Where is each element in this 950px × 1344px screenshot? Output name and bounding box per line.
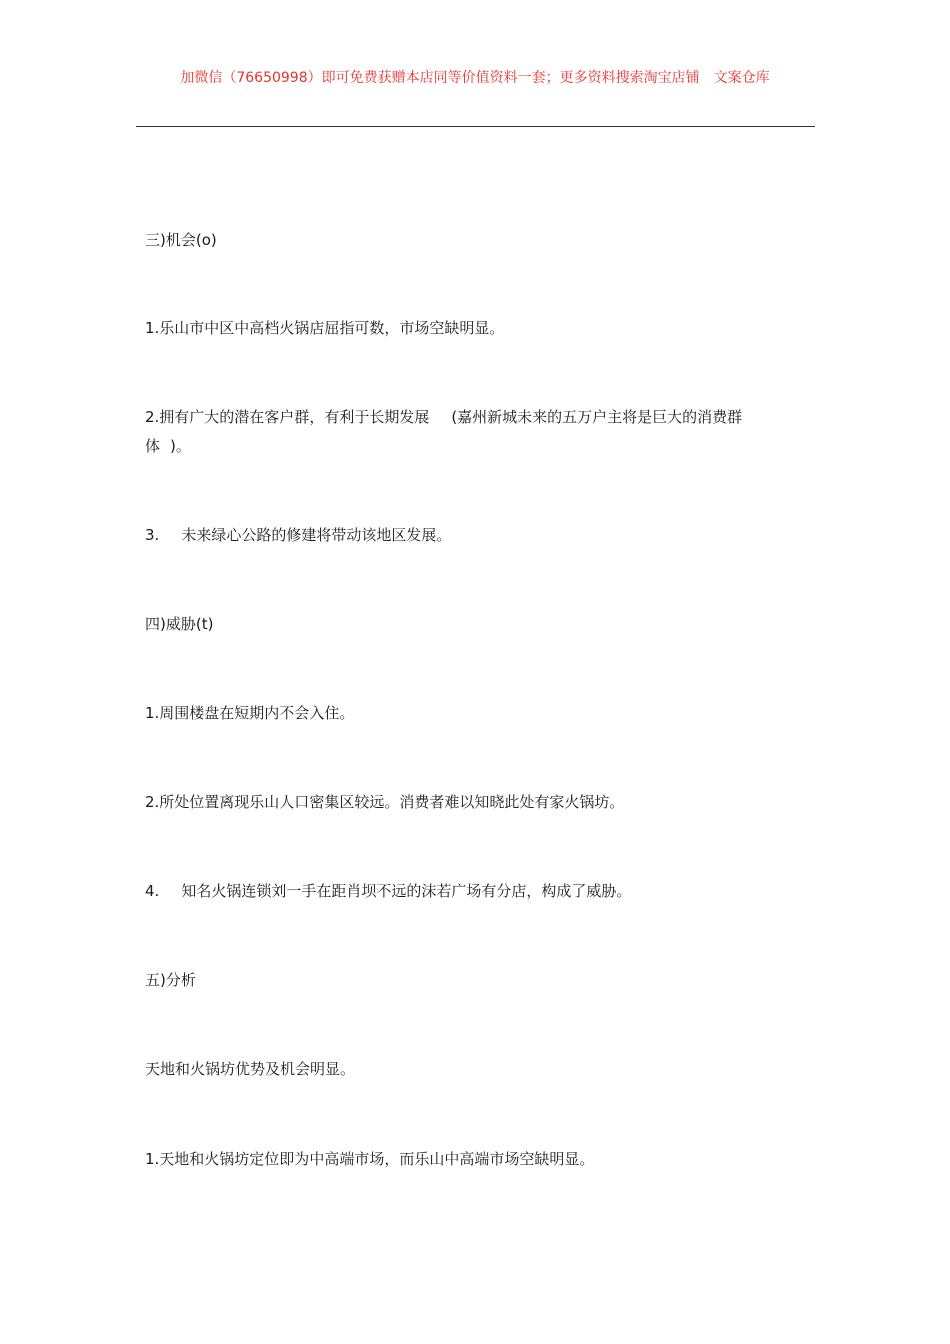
threat-item-4-text: 知名火锅连锁刘一手在距肖坝不远的沫若广场有分店，构成了威胁。 [181, 882, 632, 900]
opportunity-item-2-cont-b: )。 [170, 437, 191, 455]
opportunity-item-2 [145, 403, 810, 432]
page-header-notice [0, 66, 950, 90]
opportunity-item-3-number: 3. [145, 526, 160, 544]
section-heading-analysis: 五)分析 [145, 971, 196, 989]
threat-item-4 [145, 877, 810, 906]
header-divider [136, 126, 815, 127]
opportunity-item-3 [145, 521, 810, 550]
opportunity-item-2-cont-a: 体 [145, 437, 161, 455]
section-heading-threats: 四)威胁(t) [145, 615, 214, 633]
opportunity-item-2-continued [145, 432, 810, 461]
opportunity-item-3-text: 未来绿心公路的修建将带动该地区发展。 [181, 526, 452, 544]
threat-item-1: 1.周围楼盘在短期内不会入住。 [145, 704, 355, 722]
opportunity-item-2-paren: (嘉州新城未来的五万户主将是巨大的消费群 [451, 408, 743, 426]
analysis-summary: 天地和火锅坊优势及机会明显。 [145, 1060, 356, 1078]
analysis-item-1: 1.天地和火锅坊定位即为中高端市场，而乐山中高端市场空缺明显。 [145, 1150, 595, 1168]
threat-item-2: 2.所处位置离现乐山人口密集区较远。消费者难以知晓此处有家火锅坊。 [145, 793, 625, 811]
section-heading-opportunities: 三)机会(o) [145, 231, 217, 249]
threat-item-4-number: 4. [145, 882, 160, 900]
opportunity-item-1: 1.乐山市中区中高档火锅店屈指可数，市场空缺明显。 [145, 319, 505, 337]
header-notice-shop: 文案仓库 [713, 70, 770, 86]
opportunity-item-2-main: 2.拥有广大的潜在客户群，有利于长期发展 [145, 408, 430, 426]
header-notice-main: 加微信（76650998）即可免费获赠本店同等价值资料一套；更多资料搜索淘宝店铺 [180, 70, 700, 86]
